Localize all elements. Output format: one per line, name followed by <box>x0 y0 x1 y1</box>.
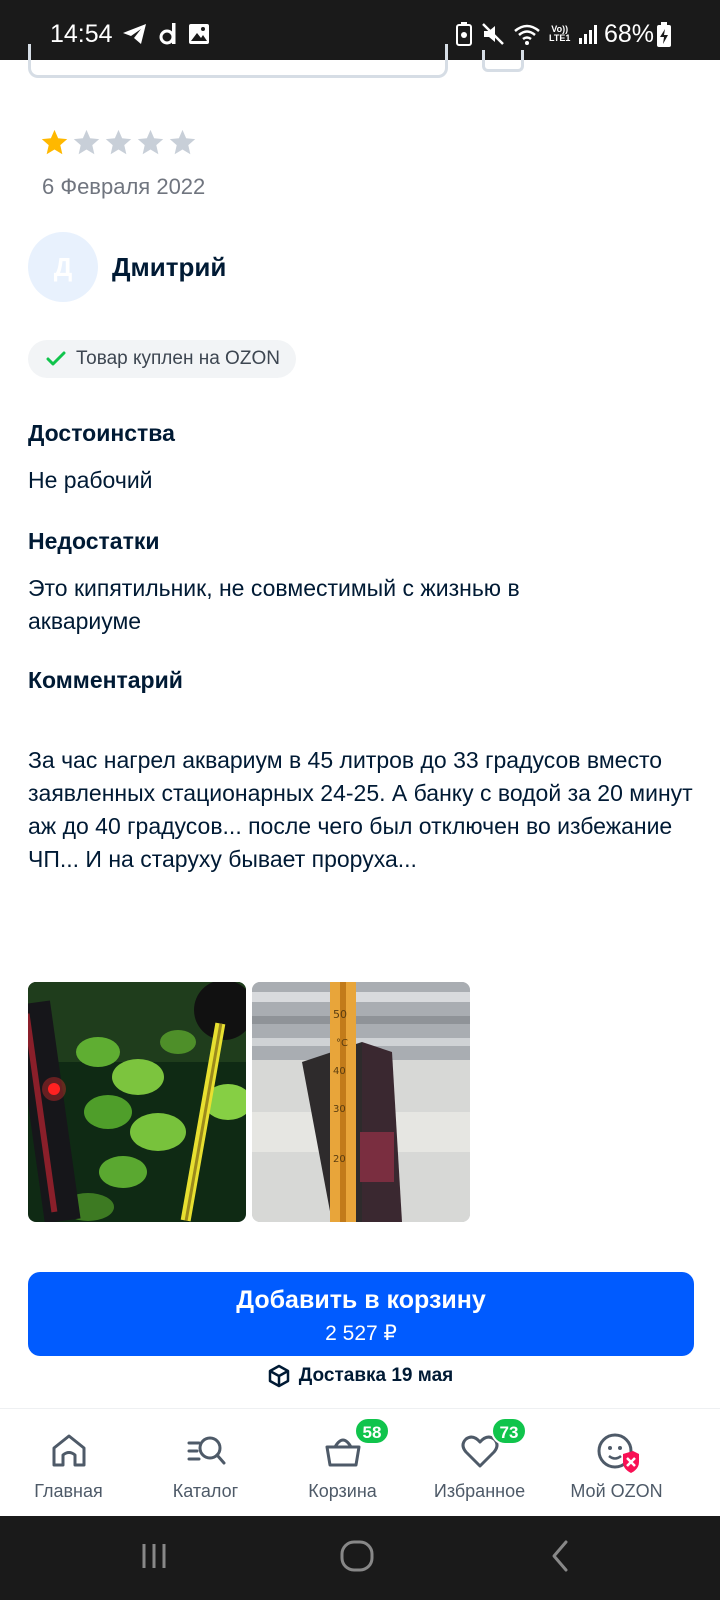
status-time: 14:54 <box>50 20 113 48</box>
star-empty-icon <box>104 128 133 157</box>
pros-text: Не рабочий <box>28 467 153 493</box>
wifi-icon <box>513 22 541 46</box>
profile-icon <box>595 1429 639 1473</box>
avatar[interactable] <box>28 232 98 302</box>
home-button-icon[interactable] <box>338 1536 378 1576</box>
review-photo-aquarium[interactable] <box>28 982 246 1222</box>
pros-title: Достоинства <box>28 420 175 446</box>
battery-charging-icon <box>656 22 672 48</box>
box-icon <box>267 1364 291 1388</box>
telegram-icon <box>122 23 148 45</box>
d-app-icon <box>158 22 178 46</box>
price: 2 527 ₽ <box>325 1322 397 1345</box>
review-search-field[interactable] <box>28 44 448 78</box>
back-icon[interactable] <box>548 1536 572 1576</box>
rating-stars <box>40 128 197 157</box>
star-empty-icon <box>168 128 197 157</box>
signal-icon <box>578 23 600 45</box>
filter-checkbox[interactable] <box>482 50 524 72</box>
verified-label: Товар куплен на OZON <box>76 348 280 369</box>
nav-label-profile: Мой OZON <box>570 1481 663 1501</box>
comment-text: За час нагрел аквариум в 45 литров до 33 градусов вместо заявленных стационарных 24-25. А банку с водой за 20 минут аж до 40 градусов... после чего был отключен во избежание ЧП... И на старуху бывает проруха... <box>28 747 693 872</box>
nav-item-profile[interactable] <box>548 1409 685 1516</box>
nav-item-catalog[interactable] <box>137 1409 274 1516</box>
nav-item-favorites[interactable] <box>411 1409 548 1516</box>
bottom-nav <box>0 1408 720 1516</box>
thermo-mark-50: 50 <box>333 1008 347 1021</box>
thermo-mark-40: 40 <box>333 1066 346 1077</box>
nav-item-home[interactable] <box>0 1409 137 1516</box>
volte-icon: Vo)) LTE1 <box>549 24 571 43</box>
cart-badge: 58 <box>354 1417 390 1445</box>
author-name[interactable]: Дмитрий <box>112 252 227 282</box>
star-empty-icon <box>136 128 165 157</box>
nav-label-home: Главная <box>34 1481 103 1501</box>
favorites-badge: 73 <box>491 1417 527 1445</box>
avatar-initial: Д <box>53 251 73 282</box>
nav-label-catalog: Каталог <box>172 1481 239 1501</box>
recent-apps-icon[interactable] <box>140 1536 170 1576</box>
star-filled-icon <box>40 128 69 157</box>
checkmark-icon <box>46 351 66 367</box>
nav-label-favorites: Избранное <box>433 1481 526 1501</box>
add-to-cart-button[interactable] <box>28 1272 694 1356</box>
star-empty-icon <box>72 128 101 157</box>
nav-label-cart: Корзина <box>308 1481 377 1501</box>
battery-percent: 68% <box>604 20 655 48</box>
catalog-search-icon <box>184 1429 228 1473</box>
comment-title: Комментарий <box>28 667 183 693</box>
nav-item-cart[interactable] <box>274 1409 411 1516</box>
add-to-cart-label: Добавить в корзину <box>236 1286 486 1314</box>
verified-purchase-badge <box>28 340 296 378</box>
review-photo-jar[interactable] <box>252 982 470 1222</box>
delivery-info <box>0 1364 720 1388</box>
review-date: 6 Февраля 2022 <box>42 174 206 199</box>
system-nav-bar <box>0 1516 720 1600</box>
home-icon <box>47 1429 91 1473</box>
thermo-mark-unit: °C <box>336 1038 348 1049</box>
gallery-icon <box>188 23 210 45</box>
battery-saver-icon <box>455 22 473 46</box>
delivery-text: Доставка 19 мая <box>298 1365 454 1386</box>
cons-title: Недостатки <box>28 528 160 554</box>
thermo-mark-20: 20 <box>333 1154 346 1165</box>
thermo-mark-30: 30 <box>333 1104 346 1115</box>
mute-icon <box>481 22 505 46</box>
cons-text: Это кипятильник, не совместимый с жизнью в аквариуме <box>28 575 520 634</box>
